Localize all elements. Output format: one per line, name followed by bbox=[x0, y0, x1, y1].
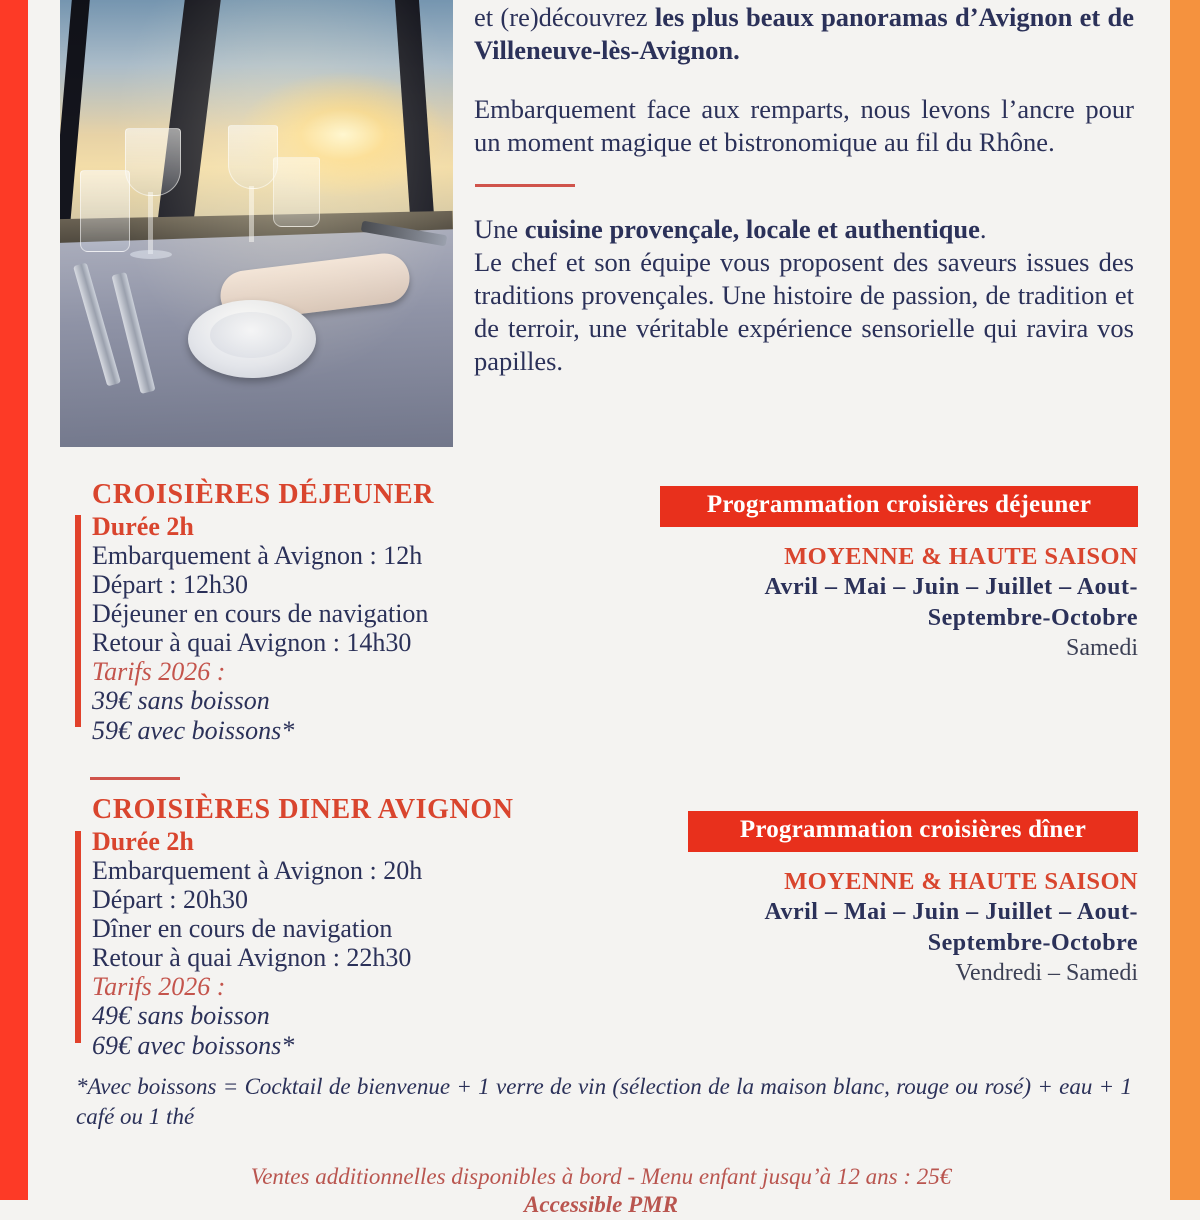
lunch-cruise-duration: Durée 2h bbox=[92, 511, 194, 541]
dinner-cruise-tarifs-label: Tarifs 2026 : bbox=[92, 972, 226, 1002]
page-content bbox=[28, 0, 1170, 1217]
lunch-cruise-line-1: Embarquement à Avignon : 12h bbox=[92, 540, 423, 570]
lunch-cruise-title: CROISIÈRES DÉJEUNER bbox=[92, 479, 435, 510]
intro-paragraph-1-bold: les plus beaux panoramas d’Avignon et de Villeneuve-lès-Avignon. bbox=[474, 2, 1134, 65]
dinner-cruise-line-2: Départ : 20h30 bbox=[92, 885, 248, 915]
lunch-programme-banner: Programmation croisières déjeuner bbox=[660, 486, 1138, 527]
dinner-cruise-details bbox=[50, 795, 610, 1060]
intro-copy bbox=[474, 0, 1134, 378]
accessibility-note: Accessible PMR bbox=[524, 1192, 678, 1217]
left-red-edge-bar bbox=[0, 0, 28, 1200]
right-orange-edge-bar bbox=[1170, 0, 1200, 1200]
lunch-programme-season: MOYENNE & HAUTE SAISON bbox=[784, 543, 1138, 571]
photo-wine-glass-far-stem bbox=[249, 186, 254, 242]
photo-wine-glass-near-stem bbox=[148, 192, 153, 254]
dinner-cruise-line-3: Dîner en cours de navigation bbox=[92, 914, 393, 944]
dinner-programme-banner: Programmation croisières dîner bbox=[688, 811, 1138, 852]
photo-wine-glass-far bbox=[228, 125, 278, 189]
intro-paragraph-1-plain: et (re)découvrez bbox=[474, 2, 655, 32]
dinner-cruise-line-4: Retour à quai Avignon : 22h30 bbox=[92, 943, 412, 973]
photo-water-glass-near bbox=[80, 170, 130, 252]
intro-paragraph-2: Embarquement face aux remparts, nous levons l’ancre pour un moment magique et bistronomique au fil du Rhône. bbox=[474, 93, 1134, 157]
drinks-footnote: *Avec boissons = Cocktail de bienvenue + 1 verre de vin (sélection de la maison blanc, rouge ou rosé) + eau + 1 café ou 1 thé bbox=[76, 1074, 1132, 1130]
intro-paragraph-3-plain-a: Une bbox=[474, 214, 525, 245]
dinner-programme-season: MOYENNE & HAUTE SAISON bbox=[784, 868, 1138, 896]
intro-paragraph-3-plain-b: . bbox=[979, 214, 987, 245]
dinner-programme-panel bbox=[688, 811, 1138, 987]
extra-sales-note: Ventes additionnelles disponibles à bord - Menu enfant jusqu’à 12 ans : 25€ bbox=[250, 1164, 952, 1189]
lunch-cruise-line-2: Départ : 12h30 bbox=[92, 570, 248, 600]
dinner-cruise-title: CROISIÈRES DINER AVIGNON bbox=[92, 794, 514, 825]
section-divider-rule bbox=[90, 777, 180, 780]
dinner-cruise-line-1: Embarquement à Avignon : 20h bbox=[92, 855, 423, 885]
dinner-cruise-price-2: 69€ avec boissons* bbox=[92, 1030, 295, 1060]
photo-wine-glass-near-base bbox=[130, 250, 172, 259]
photo-water-glass-far bbox=[273, 157, 320, 227]
intro-paragraph-4: Le chef et son équipe vous proposent des saveurs issues des traditions provençales. Une histoire de passion, de tradition et de terroir, une véritable expérience sensorielle qui ravira vos papilles. bbox=[474, 247, 1134, 376]
lunch-cruise-price-2: 59€ avec boissons* bbox=[92, 715, 295, 745]
lunch-accent-bar bbox=[75, 515, 81, 727]
dinner-accent-bar bbox=[75, 831, 81, 1043]
intro-paragraph-3-bold: cuisine provençale, locale et authentique bbox=[524, 214, 980, 245]
intro-divider-rule bbox=[475, 184, 575, 187]
lunch-cruise-details bbox=[50, 480, 610, 745]
dinner-programme-days: Vendredi – Samedi bbox=[955, 959, 1138, 986]
intro-paragraph-3 bbox=[474, 213, 1134, 246]
lunch-cruise-tarifs-label: Tarifs 2026 : bbox=[92, 657, 226, 687]
lunch-programme-days: Samedi bbox=[1066, 634, 1138, 661]
lunch-cruise-line-4: Retour à quai Avignon : 14h30 bbox=[92, 628, 412, 658]
lunch-programme-months-line-1: Avril – Mai – Juin – Juillet – Aout- bbox=[764, 574, 1138, 601]
lunch-cruise-line-3: Déjeuner en cours de navigation bbox=[92, 599, 429, 629]
intro-paragraph-1 bbox=[474, 0, 1134, 67]
dinner-cruise-duration: Durée 2h bbox=[92, 826, 194, 856]
cruise-dining-photo bbox=[60, 0, 453, 447]
lunch-programme-panel bbox=[660, 486, 1138, 662]
lunch-cruise-price-1: 39€ sans boisson bbox=[92, 686, 270, 716]
photo-plate-inner bbox=[210, 312, 292, 358]
dinner-programme-months-line-1: Avril – Mai – Juin – Juillet – Aout- bbox=[764, 899, 1138, 926]
hero-section bbox=[28, 0, 1170, 455]
lunch-programme-months-line-2: Septembre-Octobre bbox=[927, 604, 1138, 631]
dinner-cruise-price-1: 49€ sans boisson bbox=[92, 1001, 270, 1031]
photo-wine-glass-near bbox=[125, 128, 181, 196]
dinner-programme-months-line-2: Septembre-Octobre bbox=[927, 929, 1138, 956]
